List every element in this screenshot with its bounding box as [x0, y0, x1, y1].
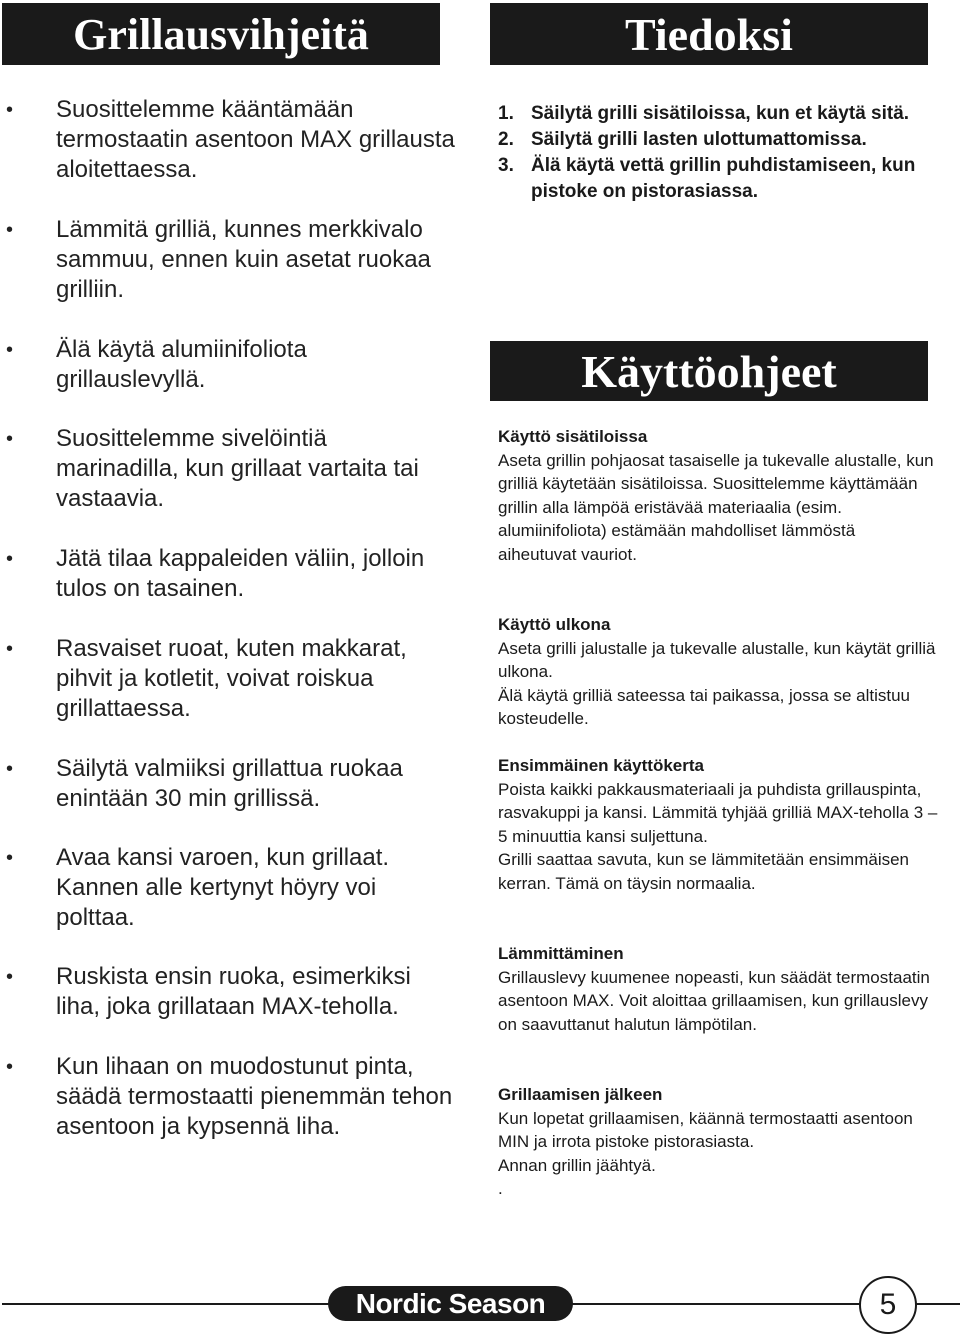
section-outdoor	[498, 613, 938, 731]
section-after-grilling	[498, 1083, 938, 1201]
notes-list	[498, 101, 938, 205]
tip-item: • Suosittelemme kääntämään termostaatin asentoon MAX grillausta aloitettaessa.	[6, 96, 455, 183]
tip-item: • Ruskista ensin ruoka, esimerkiksi liha, joka grillataan MAX-teholla.	[6, 963, 411, 1020]
tip-item: • Lämmitä grilliä, kunnes merkkivalo sammuu, ennen kuin asetat ruokaa grilliin.	[6, 216, 431, 303]
section-text: Grilli saattaa savuta, kun se lämmitetään ensimmäisen kerran. Tämä on täysin normaalia.	[498, 850, 910, 893]
usage-title-banner	[490, 341, 928, 401]
right-title-banner	[490, 3, 928, 65]
section-text: Kun lopetat grillaamisen, käännä termostaatti asentoon MIN ja irrota pistoke pistorasiasta.	[498, 1108, 913, 1151]
bullet-icon: •	[6, 847, 14, 869]
tips-list	[0, 0, 470, 1240]
bullet-icon: •	[6, 339, 14, 361]
section-text: Aseta grillin pohjaosat tasaiselle ja tukevalle alustalle, kun grilliä käytetään sisätiloissa. Suosittelemme käyttämään grillin alla lämpöä eristävää materiaalia (esim. alumiinifoliota) estämään mahdolliset lämmöstä aiheutuvat vauriot.	[498, 450, 934, 564]
section-heading: Grillaamisen jälkeen	[498, 1085, 663, 1104]
section-text: Poista kaikki pakkausmateriaali ja puhdista grillauspinta, rasvakuppi ja kansi. Lämmitä tyhjää grilliä MAX-teholla 3 – 5 minuuttia kansi suljettuna.	[498, 779, 938, 846]
note-item: 2. Säilytä grilli lasten ulottumattomissa.	[498, 129, 867, 150]
section-heading: Lämmittäminen	[498, 944, 624, 963]
section-heading: Ensimmäinen käyttökerta	[498, 756, 704, 775]
page-number: 5	[879, 1288, 897, 1321]
section-heading: Käyttö sisätiloissa	[498, 427, 648, 446]
note-item: 3. Älä käytä vettä grillin puhdistamiseen, kun pistoke on pistorasiassa.	[498, 155, 916, 202]
bullet-icon: •	[6, 1056, 14, 1078]
tip-item: • Säilytä valmiiksi grillattua ruokaa enintään 30 min grillissä.	[6, 755, 403, 812]
bullet-icon: •	[6, 219, 14, 241]
section-text: Älä käytä grilliä sateessa tai paikassa, jossa se altistuu kosteudelle.	[498, 685, 910, 728]
bullet-icon: •	[6, 638, 14, 660]
tip-item: • Avaa kansi varoen, kun grillaat. Kannen alle kertynyt höyry voi polttaa.	[6, 844, 390, 931]
right-title: Tiedoksi	[625, 8, 793, 60]
bullet-icon: •	[6, 548, 14, 570]
section-text: Annan grillin jäähtyä.	[498, 1155, 656, 1175]
bullet-icon: •	[6, 99, 14, 121]
note-item: 1. Säilytä grilli sisätiloissa, kun et käytä sitä.	[498, 103, 910, 124]
bullet-icon: •	[6, 966, 14, 988]
tip-item: • Kun lihaan on muodostunut pinta, säädä termostaatti pienemmän tehon asentoon ja kypsennä liha.	[6, 1053, 453, 1140]
brand-name: Nordic Season	[355, 1287, 546, 1319]
section-heading: Käyttö ulkona	[498, 615, 611, 634]
brand-logo	[328, 1286, 573, 1321]
usage-title: Käyttöohjeet	[581, 345, 837, 397]
section-heating	[498, 942, 938, 1036]
tip-item: • Jätä tilaa kappaleiden väliin, jolloin tulos on tasainen.	[6, 545, 425, 602]
section-indoor	[498, 425, 938, 566]
tip-item: • Älä käytä alumiinifoliota grillauslevyllä.	[6, 336, 307, 393]
section-text: Aseta grilli jalustalle ja tukevalle alustalle, kun käytät grilliä ulkona.	[498, 638, 936, 681]
bullet-icon: •	[6, 758, 14, 780]
tip-item: • Suosittelemme sivelöintiä marinadilla, kun grillaat vartaita tai vastaavia.	[6, 425, 419, 512]
left-title: Grillausvihjeitä	[73, 9, 369, 59]
page-number-badge	[859, 1276, 917, 1334]
tip-item: • Rasvaiset ruoat, kuten makkarat, pihvit ja kotletit, voivat roiskua grillattaessa.	[6, 635, 407, 722]
section-text: Grillauslevy kuumenee nopeasti, kun säädät termostaatin asentoon MAX. Voit aloittaa grillaamisen, kun grillauslevy on saavuttanut halutun lämpötilan.	[498, 967, 930, 1034]
section-first-use	[498, 754, 938, 895]
section-text: .	[498, 1179, 503, 1198]
bullet-icon: •	[6, 428, 14, 450]
